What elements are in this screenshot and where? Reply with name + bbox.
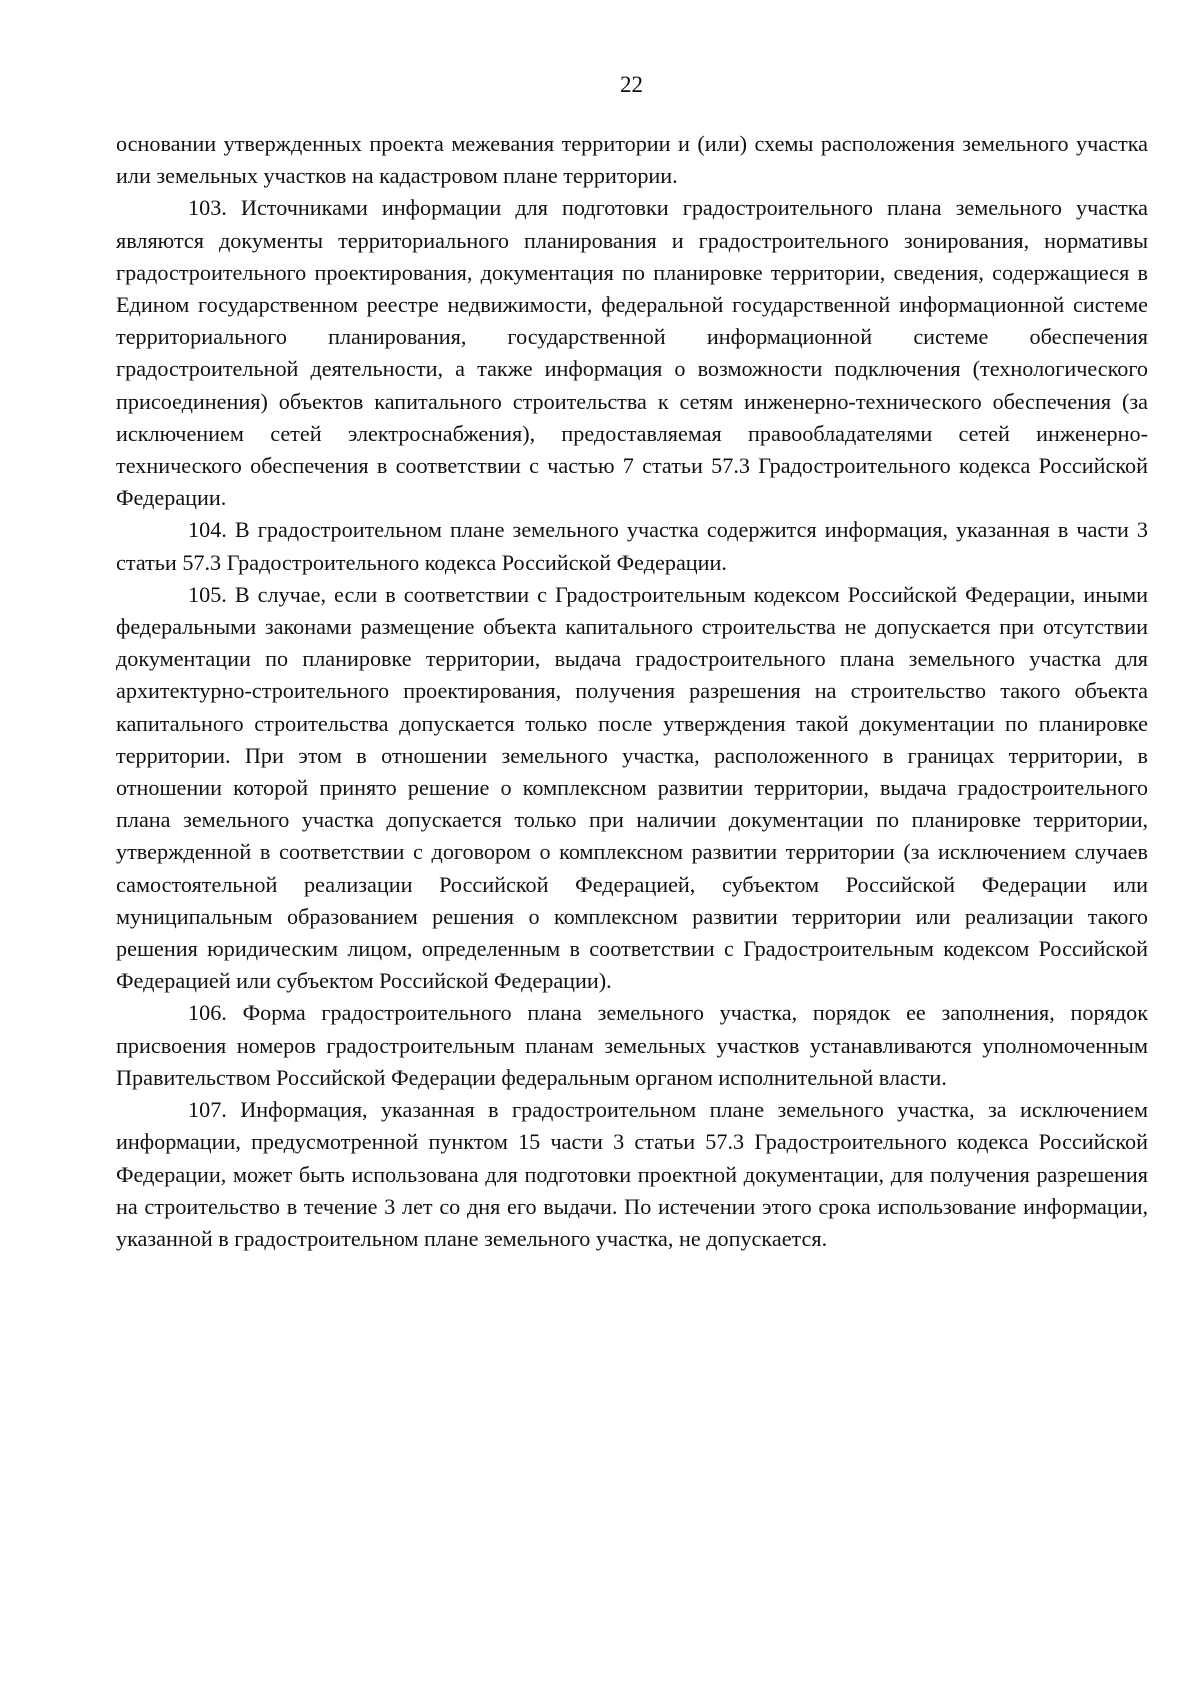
paragraph-continuation: основании утвержденных проекта межевания территории и (или) схемы расположения земельного участка или земельных участков на кадастровом плане территории.	[116, 131, 1148, 189]
paragraph-105: 105. В случае, если в соответствии с Градостроительным кодексом Российской Федерации, иными федеральными законами размещение объекта капитального строительства не допускается при отсутствии документации по планировке территории, выдача градостроительного плана земельного участка для архитектурно-строительного проектирования, получения разрешения на строительство такого объекта капитального строительства допускается только после утверждения такой документации по планировке территории. При этом в отношении земельного участка, расположенного в границах территории, в отношении которой принято решение о комплексном развитии территории, выдача градостроительного плана земельного участка допускается только при наличии документации по планировке территории, утвержденной в соответствии с договором о комплексном развитии территории (за исключением случаев самостоятельной реализации Российской Федерацией, субъектом Российской Федерации или муниципальным образованием решения о комплексном развитии территории или реализации такого решения юридическим лицом, определенным в соответствии с Градостроительным кодексом Российской Федерацией или субъектом Российской Федерации).	[116, 581, 1148, 994]
document-body	[116, 128, 1148, 1255]
page-number: 22	[620, 72, 643, 97]
paragraph-106: 106. Форма градостроительного плана земельного участка, порядок ее заполнения, порядок присвоения номеров градостроительным планам земельных участков устанавливаются уполномоченным Правительством Российской Федерации федеральным органом исполнительной власти.	[116, 1000, 1148, 1090]
paragraph-103: 103. Источниками информации для подготовки градостроительного плана земельного участка являются документы территориального планирования и градостроительного зонирования, нормативы градостроительного проектирования, документация по планировке территории, сведения, содержащиеся в Едином государственном реестре недвижимости, федеральной государственной информационной системе территориального планирования, государственной информационной системе обеспечения градостроительной деятельности, а также информация о возможности подключения (технологического присоединения) объектов капитального строительства к сетям инженерно-технического обеспечения (за исключением сетей электроснабжения), предоставляемая правообладателями сетей инженерно-технического обеспечения в соответствии с частью 7 статьи 57.3 Градостроительного кодекса Российской Федерации.	[116, 195, 1148, 511]
paragraph-104: 104. В градостроительном плане земельного участка содержится информация, указанная в части 3 статьи 57.3 Градостроительного кодекса Российской Федерации.	[116, 517, 1148, 575]
paragraph-107: 107. Информация, указанная в градостроительном плане земельного участка, за исключением информации, предусмотренной пунктом 15 части 3 статьи 57.3 Градостроительного кодекса Российской Федерации, может быть использована для подготовки проектной документации, для получения разрешения на строительство в течение 3 лет со дня его выдачи. По истечении этого срока использование информации, указанной в градостроительном плане земельного участка, не допускается.	[116, 1097, 1148, 1251]
